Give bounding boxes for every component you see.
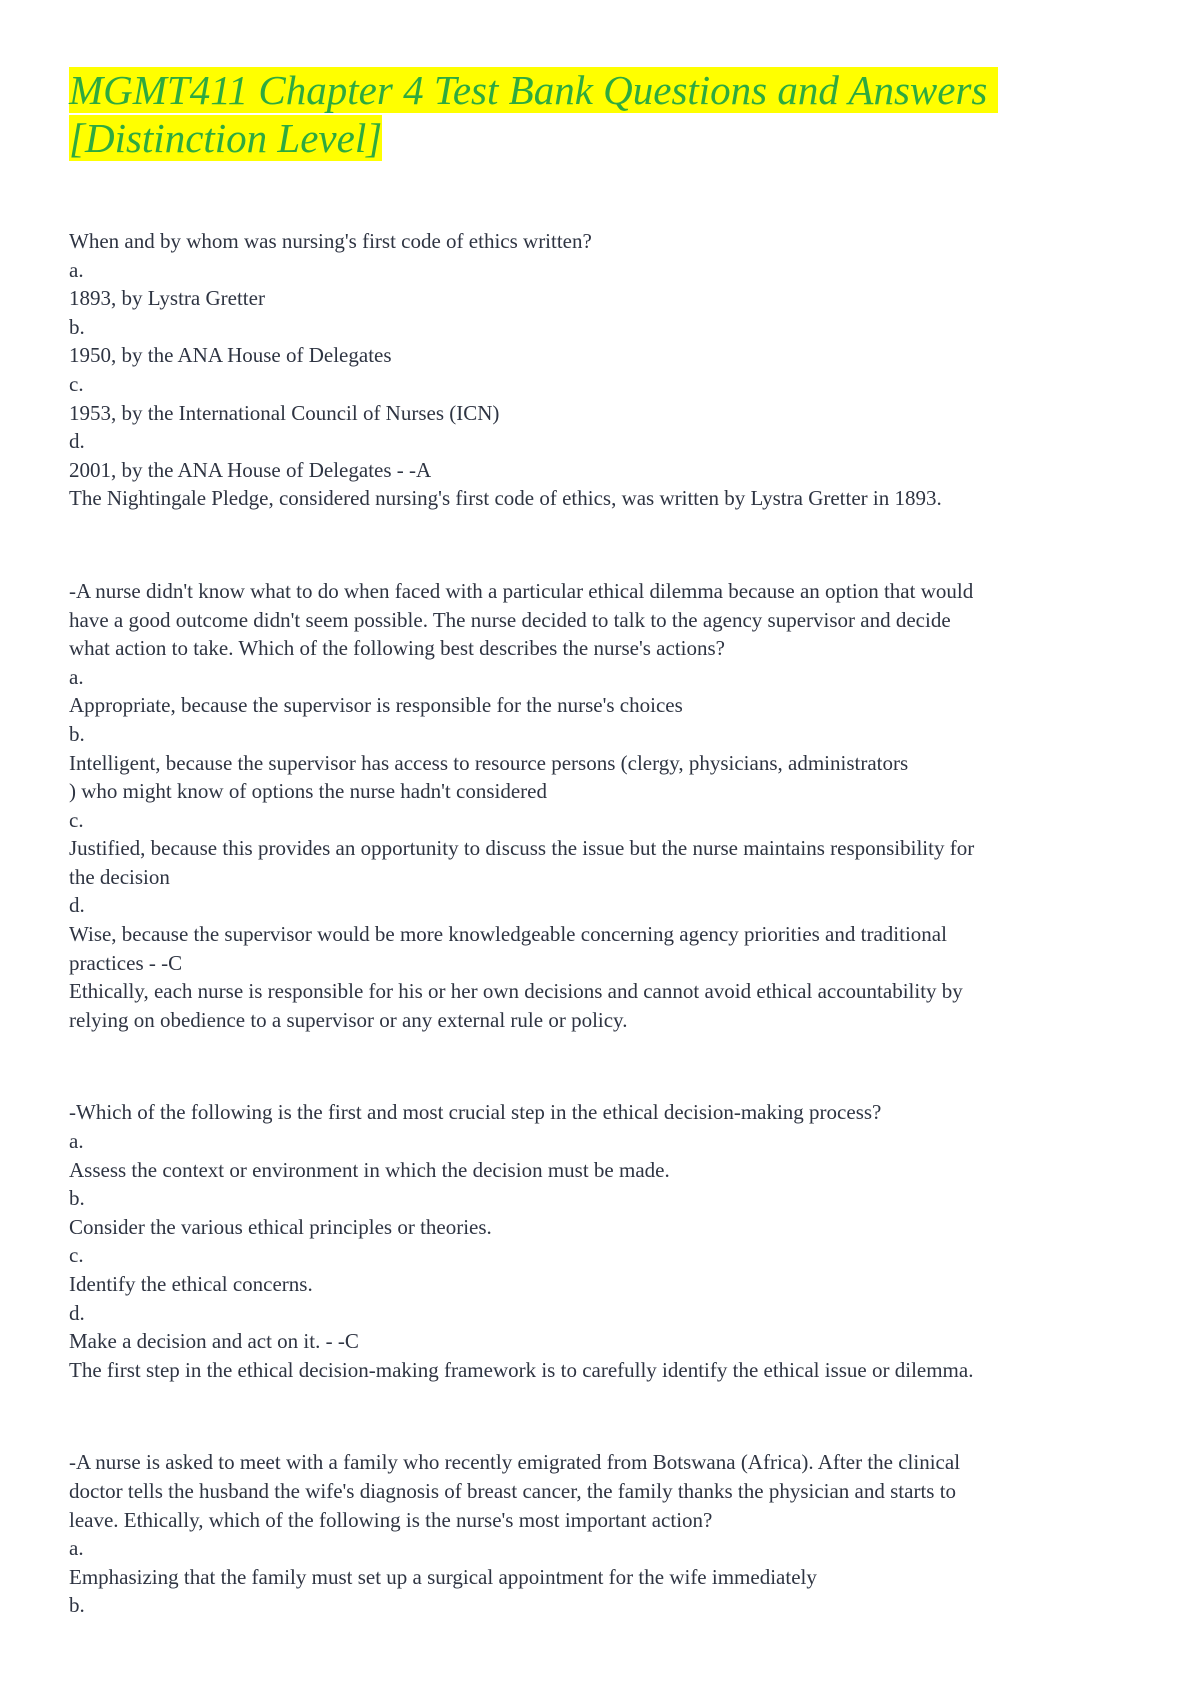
option-letter: b.: [69, 1593, 85, 1618]
document-page: [69, 66, 1133, 1620]
option-text: Intelligent, because the supervisor has access to resource persons (clergy, physicians, administrators: [69, 750, 909, 775]
question-stem: When and by whom was nursing's first code of ethics written?: [69, 229, 592, 253]
option-letter: a.: [69, 1129, 84, 1154]
option-letter: b.: [69, 1186, 85, 1211]
answer-rationale: relying on obedience to a supervisor or any external rule or policy.: [69, 1007, 628, 1032]
option-text: Appropriate, because the supervisor is responsible for the nurse's choices: [69, 693, 683, 718]
question-block: [69, 227, 1133, 513]
question-stem: what action to take. Which of the following best describes the nurse's actions?: [69, 636, 725, 661]
option-text: 2001, by the ANA House of Delegates - -A: [69, 457, 432, 482]
option-text: Justified, because this provides an opportunity to discuss the issue but the nurse maintains responsibility for: [69, 836, 975, 861]
question-stem: -Which of the following is the first and most crucial step in the ethical decision-making process?: [69, 1100, 882, 1125]
question-block: [69, 1448, 1133, 1620]
option-text: the decision: [69, 864, 170, 889]
question-stem: doctor tells the husband the wife's diagnosis of breast cancer, the family thanks the physician and starts to: [69, 1478, 957, 1503]
option-text: Make a decision and act on it. - -C: [69, 1329, 359, 1354]
question-block: [69, 577, 1133, 1035]
answer-rationale: The first step in the ethical decision-making framework is to carefully identify the ethical issue or dilemma.: [69, 1357, 974, 1382]
option-letter: d.: [69, 1300, 85, 1325]
option-letter: a.: [69, 1536, 84, 1561]
option-text: practices - -C: [69, 950, 183, 975]
option-letter: a.: [69, 664, 84, 689]
option-letter: d.: [69, 429, 85, 454]
option-letter: b.: [69, 721, 85, 746]
answer-rationale: The Nightingale Pledge, considered nursing's first code of ethics, was written by Lystra Gretter in 1893.: [69, 486, 942, 511]
option-text: ) who might know of options the nurse hadn't considered: [69, 779, 547, 804]
question-stem: -A nurse is asked to meet with a family who recently emigrated from Botswana (Africa). After the clinical: [69, 1450, 961, 1475]
option-text: 1950, by the ANA House of Delegates: [69, 343, 392, 368]
question-stem: leave. Ethically, which of the following is the nurse's most important action?: [69, 1507, 713, 1532]
option-text: Identify the ethical concerns.: [69, 1272, 313, 1296]
questions-list: [69, 227, 1133, 1620]
option-text: 1953, by the International Council of Nurses (ICN): [69, 400, 500, 425]
option-text: Assess the context or environment in which the decision must be made.: [69, 1157, 670, 1182]
option-letter: c.: [69, 371, 84, 396]
question-block: [69, 1098, 1133, 1384]
document-title: [69, 66, 1133, 162]
option-text: Emphasizing that the family must set up a surgical appointment for the wife immediately: [69, 1564, 817, 1589]
question-stem: have a good outcome didn't seem possible. The nurse decided to talk to the agency supervisor and decide: [69, 607, 951, 632]
answer-rationale: Ethically, each nurse is responsible for his or her own decisions and cannot avoid ethical accountability by: [69, 979, 963, 1004]
option-letter: c.: [69, 807, 84, 832]
option-letter: b.: [69, 314, 85, 339]
option-letter: d.: [69, 893, 85, 918]
option-text: Wise, because the supervisor would be more knowledgeable concerning agency priorities and traditional: [69, 922, 947, 947]
option-letter: c.: [69, 1243, 84, 1268]
option-text: 1893, by Lystra Gretter: [69, 286, 265, 311]
option-letter: a.: [69, 257, 84, 282]
option-text: Consider the various ethical principles or theories.: [69, 1214, 492, 1239]
title-line-1: MGMT411 Chapter 4 Test Bank Questions and Answers: [69, 67, 998, 113]
question-stem: -A nurse didn't know what to do when faced with a particular ethical dilemma because an option that would: [69, 578, 974, 603]
title-line-2: [Distinction Level]: [69, 115, 383, 161]
